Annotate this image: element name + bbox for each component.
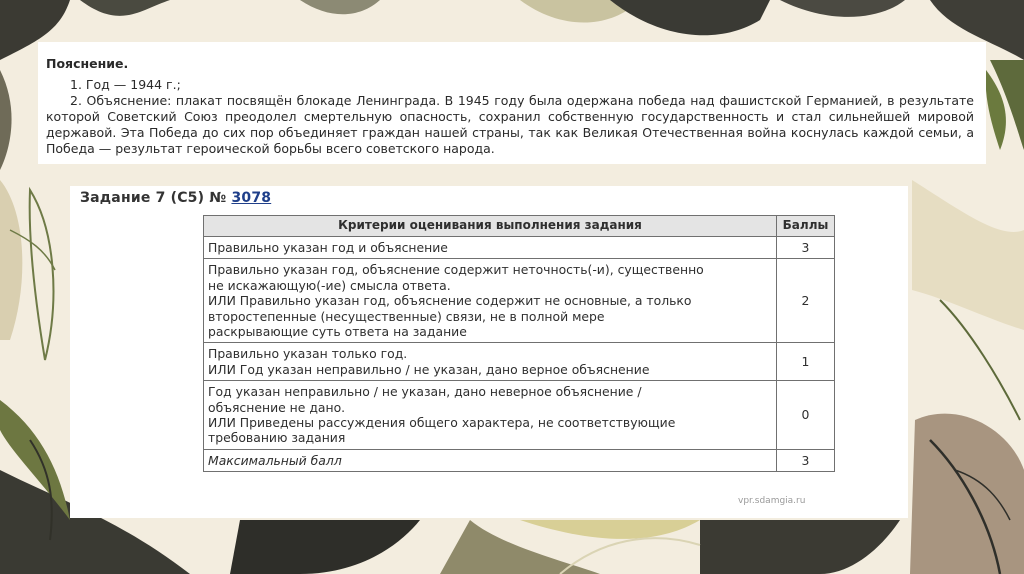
criteria-cell [204, 237, 777, 259]
explanation-item-year: 1. Год — 1944 г.; [70, 77, 181, 92]
criteria-line: Правильно указан год, объяснение содержит неточность(-и), существенно [208, 262, 704, 278]
max-score-label: Максимальный балл [204, 449, 777, 471]
explanation-item-reason: 2. Объяснение: плакат посвящён блокаде Ленинграда. В 1945 году была одержана победа над фашистской Германией, в результате которой Советский Союз преодолел смертельную опасность, сохранил собственную государственность и стал сильнейшей мировой державой. Эта Победа до сих пор объединяет граждан нашей страны, так как Великая Отечественная война коснулась каждой семьи, а Победа — результат героической борьбы всего советского народа. [46, 93, 974, 156]
criteria-table [203, 215, 835, 472]
explanation-title: Пояснение. [46, 56, 129, 71]
criteria-line: не искажающую(-ие) смысла ответа. [208, 277, 451, 293]
table-row [204, 343, 835, 381]
criteria-line: требованию задания [208, 430, 346, 446]
criteria-line: ИЛИ Правильно указан год, объяснение содержит не основные, а только [208, 293, 692, 309]
points-cell: 0 [777, 381, 835, 450]
points-cell: 2 [777, 259, 835, 343]
points-cell: 3 [777, 237, 835, 259]
criteria-header: Критерии оценивания выполнения задания [204, 216, 777, 237]
criteria-cell [204, 381, 777, 450]
table-row-max [204, 449, 835, 471]
table-row [204, 259, 835, 343]
points-cell: 1 [777, 343, 835, 381]
criteria-line: ИЛИ Год указан неправильно / не указан, дано верное объяснение [208, 361, 650, 377]
criteria-line: Правильно указан только год. [208, 346, 408, 362]
criteria-line: раскрывающие суть ответа на задание [208, 324, 467, 340]
explanation-panel [38, 42, 986, 164]
table-row [204, 381, 835, 450]
points-header: Баллы [777, 216, 835, 237]
criteria-cell [204, 259, 777, 343]
max-score-value: 3 [801, 452, 810, 468]
criteria-line: второстепенные (несущественные) связи, не в полной мере [208, 308, 605, 324]
task-number-link[interactable]: 3078 [231, 190, 272, 206]
criteria-line: ИЛИ Приведены рассуждения общего характера, не соответствующие [208, 415, 676, 431]
source-watermark: vpr.sdamgia.ru [738, 496, 806, 506]
criteria-line: Год указан неправильно / не указан, дано неверное объяснение / [208, 384, 642, 400]
max-score-cell [777, 449, 835, 471]
table-header-row [204, 216, 835, 237]
task-label: Задание 7 (С5) № [80, 190, 227, 206]
table-row [204, 237, 835, 259]
task-panel [70, 186, 908, 518]
criteria-line: Правильно указан год и объяснение [208, 240, 448, 255]
criteria-line: объяснение не дано. [208, 399, 346, 415]
task-heading [80, 190, 908, 214]
criteria-cell [204, 343, 777, 381]
